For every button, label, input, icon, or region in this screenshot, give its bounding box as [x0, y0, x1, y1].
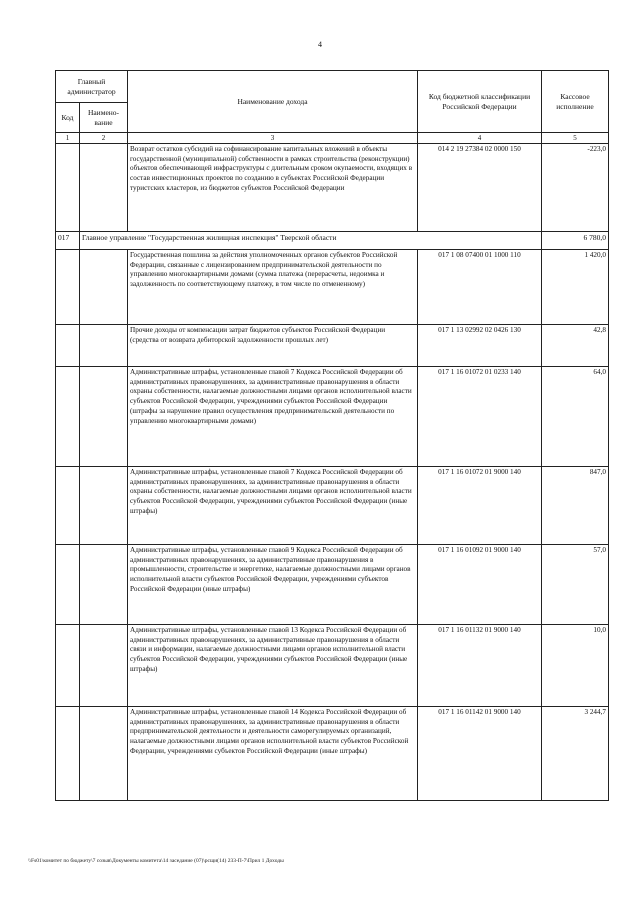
group-amount: 6 780,0 [542, 232, 609, 250]
admin-name-cell [80, 545, 128, 625]
admin-name-cell [80, 144, 128, 232]
table-row [56, 250, 609, 325]
cash-amount: 42,8 [542, 325, 609, 367]
income-name: Административные штрафы, установленные главой 13 Кодекса Российской Федерации об административных правонарушениях, за административные правонарушения в области связи и информации, налагаемые должностными лицами органов исполнительной власти субъектов Российской Федерации, учреждениями субъектов Российской Федерации (иные штрафы) [128, 625, 418, 707]
file-path-footer: \\Fs01\комитет по бюджету\7 созыв\Документы комитета\14 заседание (07)\рсщи(14) 233-П-7\Прил 1 Доходы [28, 858, 284, 864]
admin-name-cell [80, 367, 128, 467]
income-name: Возврат остатков субсидий на софинансирование капитальных вложений в объекты государственной (муниципальной) собственности в рамках строительства (реконструкции) объектов обеспечивающей инфраструктуры с длительным сроком окупаемости, входящих в состав инвестиционных проектов по созданию в субъектах Российской Федерации туристских кластеров, из бюджетов субъектов Российской Федерации [128, 144, 418, 232]
cash-amount: 1 420,0 [542, 250, 609, 325]
cash-amount: 64,0 [542, 367, 609, 467]
admin-name-cell [80, 707, 128, 801]
income-name: Прочие доходы от компенсации затрат бюджетов субъектов Российской Федерации (средства от возврата дебиторской задолженности прошлых лет) [128, 325, 418, 367]
header-income-name: Наименование дохода [128, 71, 418, 133]
admin-name-cell [80, 625, 128, 707]
column-number: 2 [80, 133, 128, 144]
table-row [56, 707, 609, 801]
cash-amount: 10,0 [542, 625, 609, 707]
column-number: 1 [56, 133, 80, 144]
group-title: Главное управление "Государственная жилищная инспекция" Тверской области [80, 232, 542, 250]
column-number: 3 [128, 133, 418, 144]
budget-code: 017 1 16 01092 01 9000 140 [418, 545, 542, 625]
group-code: 017 [56, 232, 80, 250]
column-number: 5 [542, 133, 609, 144]
page-number: 4 [318, 40, 322, 49]
cash-amount: 847,0 [542, 467, 609, 545]
budget-code: 017 1 16 01142 01 9000 140 [418, 707, 542, 801]
cash-amount: -223,0 [542, 144, 609, 232]
admin-code-cell [56, 625, 80, 707]
header-cash-execution: Кассовое исполнение [542, 71, 609, 133]
admin-code-cell [56, 325, 80, 367]
income-name: Административные штрафы, установленные главой 7 Кодекса Российской Федерации об административных правонарушениях, за административные правонарушения в области охраны собственности, налагаемые должностными лицами органов исполнительной власти субъектов Российской Федерации, учреждениями субъектов Российской Федерации (иные штрафы) [128, 467, 418, 545]
admin-code-cell [56, 250, 80, 325]
income-name: Административные штрафы, установленные главой 9 Кодекса Российской Федерации об административных правонарушениях, за административные правонарушения в промышленности, строительстве и энергетике, налагаемые должностными лицами органов исполнительной власти субъектов Российской Федерации, учреждениями субъектов Российской Федерации (иные штрафы) [128, 545, 418, 625]
group-row [56, 232, 609, 250]
admin-code-cell [56, 707, 80, 801]
header-code: Код [56, 103, 80, 133]
header-naming: Наимено-вание [80, 103, 128, 133]
header-budget-code: Код бюджетной классификации Российской Федерации [418, 71, 542, 133]
income-name: Административные штрафы, установленные главой 14 Кодекса Российской Федерации об административных правонарушениях, за административные правонарушения в области предпринимательской деятельности и деятельности саморегулируемых организаций, налагаемые должностными лицами органов исполнительной власти субъектов Российской Федерации, учреждениями субъектов Российской Федерации (иные штрафы) [128, 707, 418, 801]
column-number-row [56, 133, 609, 144]
budget-code: 017 1 16 01072 01 9000 140 [418, 467, 542, 545]
admin-name-cell [80, 325, 128, 367]
admin-code-cell [56, 545, 80, 625]
column-number: 4 [418, 133, 542, 144]
cash-amount: 3 244,7 [542, 707, 609, 801]
income-name: Государственная пошлина за действия уполномоченных органов субъектов Российской Федерации, связанные с лицензированием предпринимательской деятельности по управлению многоквартирными домами (сумма платежа (перерасчеты, недоимка и задолженность по соответствующему платежу, в том числе по отмененному) [128, 250, 418, 325]
admin-code-cell [56, 367, 80, 467]
header-main-admin: Главный администратор [56, 71, 128, 103]
budget-code: 017 1 16 01132 01 9000 140 [418, 625, 542, 707]
budget-code: 017 1 13 02992 02 0426 130 [418, 325, 542, 367]
admin-code-cell [56, 144, 80, 232]
table-row [56, 367, 609, 467]
admin-code-cell [56, 467, 80, 545]
income-table [55, 70, 609, 801]
table-row [56, 144, 609, 232]
budget-code: 014 2 19 27384 02 0000 150 [418, 144, 542, 232]
income-name: Административные штрафы, установленные главой 7 Кодекса Российской Федерации об административных правонарушениях, за административные правонарушения в области охраны собственности, налагаемые должностными лицами органов исполнительной власти субъектов Российской Федерации, учреждениями субъектов Российской Федерации (штрафы за нарушение правил осуществления предпринимательской деятельности по управлению многоквартирными домами) [128, 367, 418, 467]
budget-code: 017 1 16 01072 01 0233 140 [418, 367, 542, 467]
table-row [56, 545, 609, 625]
table-row [56, 625, 609, 707]
admin-name-cell [80, 250, 128, 325]
table-row [56, 467, 609, 545]
table-row [56, 325, 609, 367]
cash-amount: 57,0 [542, 545, 609, 625]
budget-code: 017 1 08 07400 01 1000 110 [418, 250, 542, 325]
admin-name-cell [80, 467, 128, 545]
